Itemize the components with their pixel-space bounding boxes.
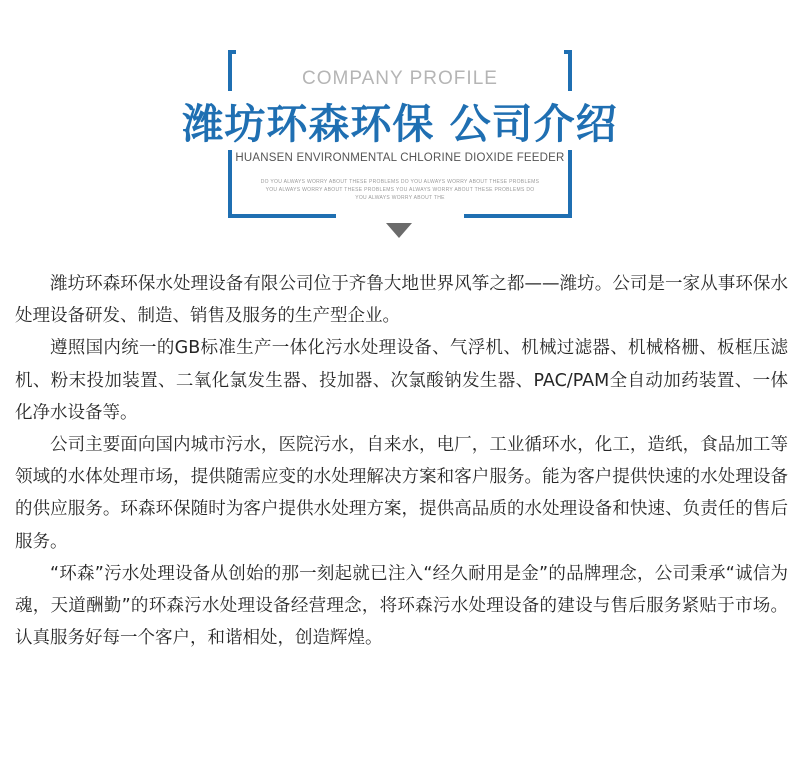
products-paragraph: 遵照国内统一的GB标准生产一体化污水处理设备、气浮机、机械过滤器、机械格栅、板框压滤机、粉末投加装置、二氧化氯发生器、投加器、次氯酸钠发生器、PAC/PAM全自动加药装置、一体化净水设备等。 [15, 338, 788, 423]
frame-corner-left [228, 50, 236, 54]
down-arrow-icon [386, 223, 412, 238]
company-profile-label: COMPANY PROFILE [302, 68, 498, 89]
page-title: 潍坊环森环保 公司介绍 [0, 91, 800, 150]
page-subtitle: HUANSEN ENVIRONMENTAL CHLORINE DIOXIDE FEEDER [235, 152, 565, 164]
frame-corner-right [564, 50, 572, 54]
intro-paragraph: 潍坊环森环保水处理设备有限公司位于齐鲁大地世界风筝之都——潍坊。公司是一家从事环保水处理设备研发、制造、销售及服务的生产型企业。 [15, 274, 788, 327]
frame-bottom-gap [336, 210, 464, 224]
market-paragraph: 公司主要面向国内城市污水，医院污水，自来水，电厂，工业循环水，化工，造纸，食品加工等领域的水体处理市场，提供随需应变的水处理解决方案和客户服务。能为客户提供快速的水处理设备的供应服务。环森环保随时为客户提供水处理方案，提供高品质的水处理设备和快速、负责任的售后服务。 [15, 435, 788, 552]
decorative-small-print: DO YOU ALWAYS WORRY ABOUT THESE PROBLEMS DO YOU ALWAYS WORRY ABOUT THESE PROBLEMS YOU ALWAYS WORRY ABOUT THESE PROBLEMS YOU ALWAYS WORRY ABOUT THESE PROBLEMS DO YOU ALWAYS WORRY ABOUT THE [260, 179, 540, 201]
brand-paragraph: “环森”污水处理设备从创始的那一刻起就已注入“经久耐用是金”的品牌理念，公司秉承“诚信为魂，天道酬勤”的环森污水处理设备经营理念，将环森污水处理设备的建设与售后服务紧贴于市场。认真服务好每一个客户，和谐相处，创造辉煌。 [15, 563, 788, 649]
company-introduction [15, 268, 788, 654]
